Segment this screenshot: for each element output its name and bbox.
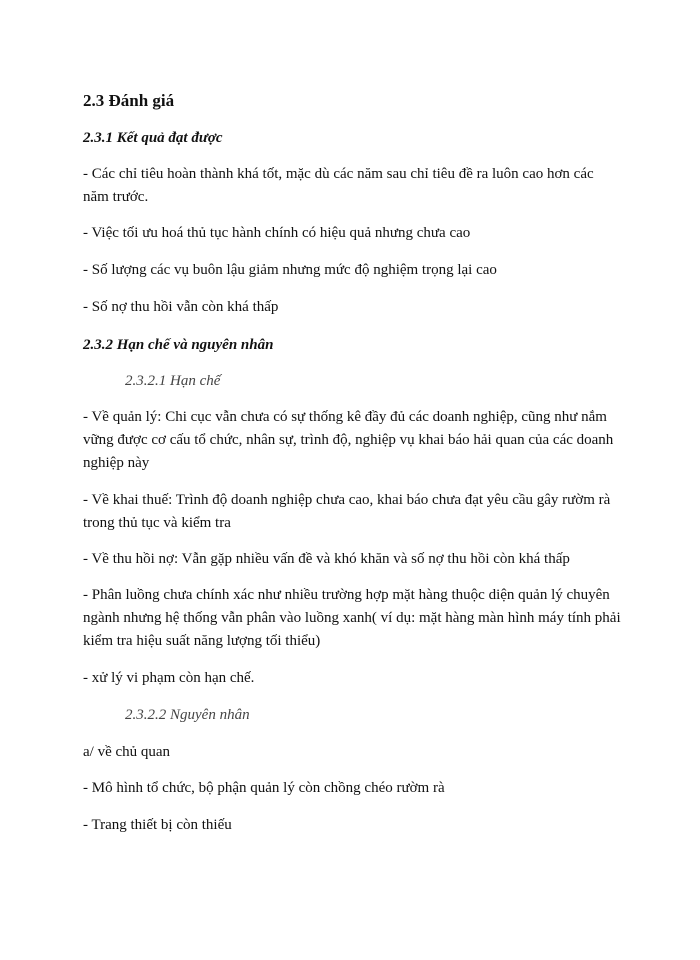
causes-item: - Trang thiết bị còn thiếu: [83, 817, 232, 833]
limits-item: - Về thu hồi nợ: Vẫn gặp nhiều vấn đề và khó khăn và số nợ thu hồi còn khá thấp: [83, 551, 570, 567]
causes-subheading: 2.3.2.2 Nguyên nhân: [125, 707, 250, 723]
limits-item: - Về khai thuế: Trình độ doanh nghiệp chưa cao, khai báo chưa đạt yêu cầu gây rườm rà trong thủ tục và kiểm tra: [83, 492, 611, 531]
limits-subheading: 2.3.2.1 Hạn chế: [125, 373, 221, 389]
results-item: - Số nợ thu hồi vẫn còn khá thấp: [83, 299, 279, 315]
causes-item: - Mô hình tổ chức, bộ phận quản lý còn chồng chéo rườm rà: [83, 780, 445, 796]
results-item: - Việc tối ưu hoá thủ tục hành chính có hiệu quả nhưng chưa cao: [83, 225, 471, 241]
limits-item: - Về quản lý: Chi cục vẫn chưa có sự thống kê đầy đủ các doanh nghiệp, cũng như nắm vững được cơ cấu tổ chức, nhân sự, trình độ, nghiệp vụ khai báo hải quan của các doanh nghiệp này: [83, 409, 614, 471]
results-heading: 2.3.1 Kết quả đạt được: [83, 130, 223, 146]
limits-item: - xử lý vi phạm còn hạn chế.: [83, 670, 255, 686]
section-heading: 2.3 Đánh giá: [83, 91, 175, 110]
limits-item: - Phân luồng chưa chính xác như nhiều trường hợp mặt hàng thuộc diện quản lý chuyên ngành nhưng hệ thống vẫn phân vào luồng xanh( ví dụ: mặt hàng màn hình máy tính phải kiểm tra hiệu suất năng lượng tối thiểu): [83, 587, 621, 649]
results-item: - Các chỉ tiêu hoàn thành khá tốt, mặc dù các năm sau chỉ tiêu đề ra luôn cao hơn các năm trước.: [83, 166, 594, 205]
limits-heading: 2.3.2 Hạn chế và nguyên nhân: [83, 337, 274, 353]
causes-label: a/ về chủ quan: [83, 744, 171, 760]
results-item: - Số lượng các vụ buôn lậu giảm nhưng mức độ nghiệm trọng lại cao: [83, 262, 497, 278]
